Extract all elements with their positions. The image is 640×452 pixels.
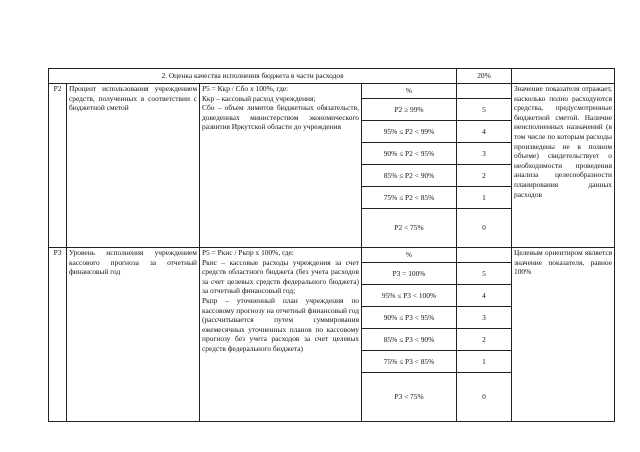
- formula-line: Ккр – кассовый расход учреждения;: [202, 93, 316, 103]
- scale-score: 2: [457, 329, 512, 351]
- unit-score-empty: [457, 248, 512, 263]
- scale-condition: 85% ≤ P2 < 90%: [362, 165, 457, 187]
- scale-score: 1: [457, 187, 512, 209]
- scale-score: 4: [457, 285, 512, 307]
- scale-condition: 75% ≤ P3 < 85%: [362, 351, 457, 373]
- unit-score-empty: [457, 84, 512, 99]
- scale-condition: 75% ≤ P2 < 85%: [362, 187, 457, 209]
- scale-condition: 90% ≤ P3 < 95%: [362, 307, 457, 329]
- criteria-table: [48, 68, 615, 422]
- unit-cell: %: [362, 248, 457, 263]
- scale-condition: 85% ≤ P3 < 90%: [362, 329, 457, 351]
- indicator-comment: Целевым ориентиром является значение показателя, равное 100%: [512, 248, 615, 422]
- section-header-row: [49, 69, 615, 84]
- table-row-p2: [49, 84, 615, 99]
- scale-score: 3: [457, 307, 512, 329]
- scale-condition: P3 < 75%: [362, 373, 457, 422]
- section-title: 2. Оценка качества исполнения бюджета в части расходов: [49, 69, 457, 84]
- scale-score: 4: [457, 121, 512, 143]
- scale-score: 3: [457, 143, 512, 165]
- formula-line: Сбо – объем лимитов бюджетных обязательств, доведенных министерством экономического развития Иркутской области до учреждения: [202, 103, 359, 132]
- indicator-formula: [200, 84, 362, 248]
- scale-score: 0: [457, 373, 512, 422]
- indicator-code: P3: [49, 248, 67, 422]
- section-empty-cell: [512, 69, 615, 84]
- scale-condition: P2 < 75%: [362, 209, 457, 248]
- indicator-comment: Значение показателя отражает, насколько полно расходуются средства, предусмотренные бюджетной сметой. Наличие неисполненных назначений (в том числе по которым расходы произведены не в полном объеме) свидетельствует о необходимости проведения анализа целесообразности планирования данных расходов: [512, 84, 615, 248]
- indicator-name: Уровень исполнения учреждением кассового прогноза за отчетный финансовый год: [67, 248, 200, 422]
- scale-score: 5: [457, 263, 512, 285]
- indicator-formula: [200, 248, 362, 422]
- formula-line: P5 = Ккр / Сбо х 100%, где:: [202, 84, 289, 93]
- scale-condition: P3 = 100%: [362, 263, 457, 285]
- scale-score: 5: [457, 99, 512, 121]
- section-weight: 20%: [457, 69, 512, 84]
- scale-condition: 95% ≤ P3 < 100%: [362, 285, 457, 307]
- scale-score: 1: [457, 351, 512, 373]
- scale-score: 0: [457, 209, 512, 248]
- indicator-name: Процент использования учреждением средств, полученных в соответствии с бюджетной сметой: [67, 84, 200, 248]
- scale-condition: 90% ≤ P2 < 95%: [362, 143, 457, 165]
- table-row-p3: [49, 248, 615, 263]
- scale-condition: 95% ≤ P2 < 99%: [362, 121, 457, 143]
- scale-score: 2: [457, 165, 512, 187]
- unit-cell: %: [362, 84, 457, 99]
- formula-line: Ркпр – уточненный план учреждения по кассовому прогнозу на отчетный финансовый год (рассчитывается путем суммирования ежемесячных уточненных планов по кассовому прогнозу без учета расходов за счет целевых средств федерального бюджета): [202, 295, 359, 353]
- scale-condition: P2 ≥ 99%: [362, 99, 457, 121]
- formula-line: Ркис – кассовые расходы учреждения за счет средств областного бюджета (без учета расходов за счет целевых средств федерального бюджета) за отчетный финансовый год;: [202, 257, 359, 296]
- indicator-code: P2: [49, 84, 67, 248]
- formula-line: P5 = Ркис / Ркпр х 100%, где:: [202, 248, 294, 257]
